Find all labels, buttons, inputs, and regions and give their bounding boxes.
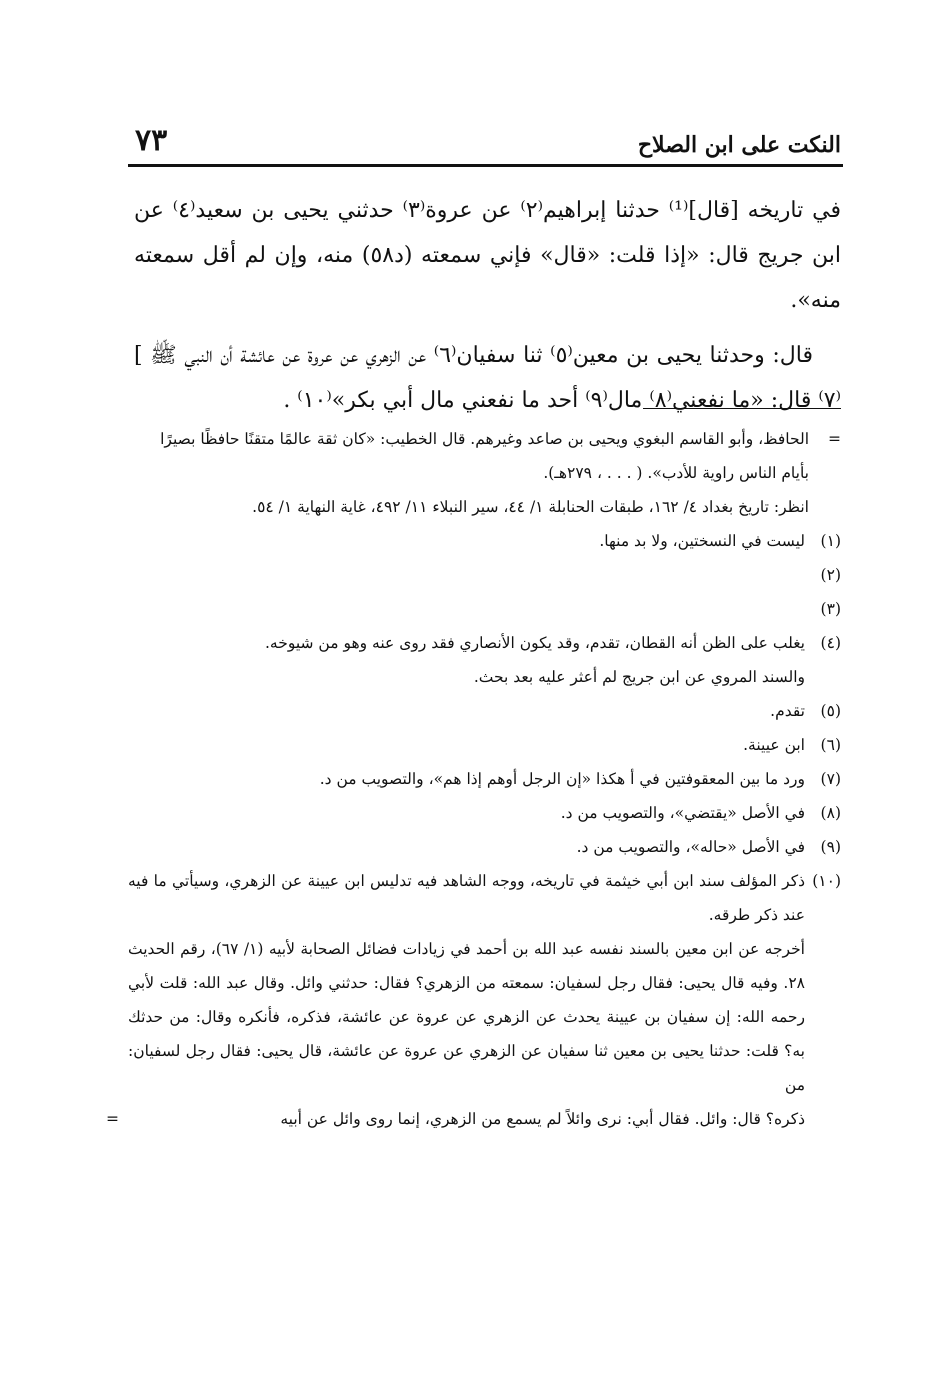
footnote-number: (٦) bbox=[820, 736, 841, 754]
running-title: النكت على ابن الصلاح bbox=[637, 132, 841, 158]
footnote-8 bbox=[128, 796, 841, 830]
footnote-number: (١٠) bbox=[812, 872, 841, 890]
footnote-text: ذكر المؤلف سند ابن أبي خيثمة في تاريخه، ووجه الشاهد فيه تدليس ابن عيينة عن الزهري، وسيأتي ما فيه عند ذكر طرقه. bbox=[128, 872, 805, 924]
page-header bbox=[135, 118, 841, 158]
footnote-text-continued: أخرجه عن ابن معين بالسند نفسه عبد الله بن أحمد في زيادات فضائل الصحابة لأبيه (١/ ٦٧)، رقم الحديث ٢٨. وفيه قال يحيى: فقال رجل لسفيان: سمعته من الزهري؟ فقال: حدثني وائل. وقال عبد الله: قلت لأبي رحمه الله: إن سفيان بن عيينة يحدث عن الزهري عن عروة عن عائشة، فذكره، فأنكره وقال: من حدثك به؟ قلت: حدثنا يحيى بن معين ثنا سفيان عن الزهري عن عروة عن عائشة، قال يحيى: فقال رجل لسفيان: من bbox=[128, 940, 805, 1094]
footnote-number: (٩) bbox=[820, 838, 841, 856]
footnote-text: في الأصل «حاله»، والتصويب من د. bbox=[576, 838, 805, 856]
footnote-number: (٢) bbox=[820, 566, 841, 584]
footnote-number: (٤) bbox=[820, 634, 841, 652]
footnotes bbox=[106, 422, 841, 1136]
main-paragraph-2: قال: وحدثنا يحيى بن معين⁽٥⁾ ثنا سفيان⁽٦⁾ عن الزهري عن عروة عن عائشة أن النبي ﷺ ]⁽٧⁾ قال: «ما نفعني⁽٨⁾ مال⁽٩⁾ أحد ما نفعني مال أبي بكر»⁽١٠⁾ . bbox=[134, 343, 841, 413]
footnote-number: (٥) bbox=[820, 702, 841, 720]
footnote-5 bbox=[128, 694, 841, 728]
footnote-3 bbox=[128, 592, 841, 626]
footnote-text: ليست في النسختين، ولا بد منها. bbox=[599, 532, 805, 550]
footnote-6 bbox=[128, 728, 841, 762]
continuation-text-2: انظر: تاريخ بغداد ٤/ ١٦٢، طبقات الحنابلة ١/ ٤٤، سير النبلاء ١١/ ٤٩٢، غاية النهاية ١/ ٥٤. bbox=[252, 498, 809, 516]
footnote-continuation bbox=[128, 422, 841, 524]
footnote-last-line-text: ذكره؟ قال: وائل. فقال أبي: نرى وائلاً لم يسمع من الزهري، إنما روى وائل عن أبيه bbox=[280, 1110, 805, 1128]
footnote-10 bbox=[106, 864, 841, 1136]
footnote-1 bbox=[128, 524, 841, 558]
footnote-number: (٣) bbox=[820, 600, 841, 618]
footnote-number: (١) bbox=[820, 532, 841, 550]
header-rule bbox=[128, 164, 843, 167]
footnote-4 bbox=[128, 626, 841, 694]
footnote-text: تقدم. bbox=[770, 702, 805, 720]
footnote-text-last-line bbox=[106, 1102, 805, 1136]
continuation-text-1: الحافظ، وأبو القاسم البغوي ويحيى بن صاعد وغيرهم. قال الخطيب: «كان ثقة عالمًا متقنًا حافظًا بصيرًا بأيام الناس راوية للأدب». ( . . . ، ٢٧٩هـ). bbox=[160, 430, 809, 482]
footnote-number: (٧) bbox=[820, 770, 841, 788]
footnote-separator bbox=[643, 408, 841, 409]
footnote-text: في الأصل «يقتضي»، والتصويب من د. bbox=[560, 804, 805, 822]
footnote-number: (٨) bbox=[820, 804, 841, 822]
footnote-text: يغلب على الظن أنه القطان، تقدم، وقد يكون الأنصاري فقد روى عنه وهو من شيوخه. bbox=[265, 634, 805, 652]
continues-next-page-marker: = bbox=[106, 1110, 119, 1128]
footnote-text: ابن عيينة. bbox=[743, 736, 805, 754]
continuation-marker: = bbox=[828, 430, 841, 448]
footnote-2 bbox=[128, 558, 841, 592]
footnote-text: ورد ما بين المعقوفتين في أ هكذا «إن الرجل أوهم إذا هم»، والتصويب من د. bbox=[319, 770, 805, 788]
main-text bbox=[134, 188, 841, 433]
footnote-7 bbox=[128, 762, 841, 796]
footnote-text-continued: والسند المروي عن ابن جريج لم أعثر عليه بعد بحث. bbox=[473, 668, 805, 686]
footnote-9 bbox=[128, 830, 841, 864]
page-number: ٧٣ bbox=[135, 123, 168, 158]
main-paragraph-1: في تاريخه [قال]⁽¹⁾ حدثنا إبراهيم⁽٢⁾ عن عروة⁽٣⁾ حدثني يحيى بن سعيد⁽٤⁾ عن ابن جريج قال: «إذا قلت: «قال» فإني سمعته (د٥٨) منه، وإن لم أقل سمعته منه». bbox=[134, 198, 841, 313]
